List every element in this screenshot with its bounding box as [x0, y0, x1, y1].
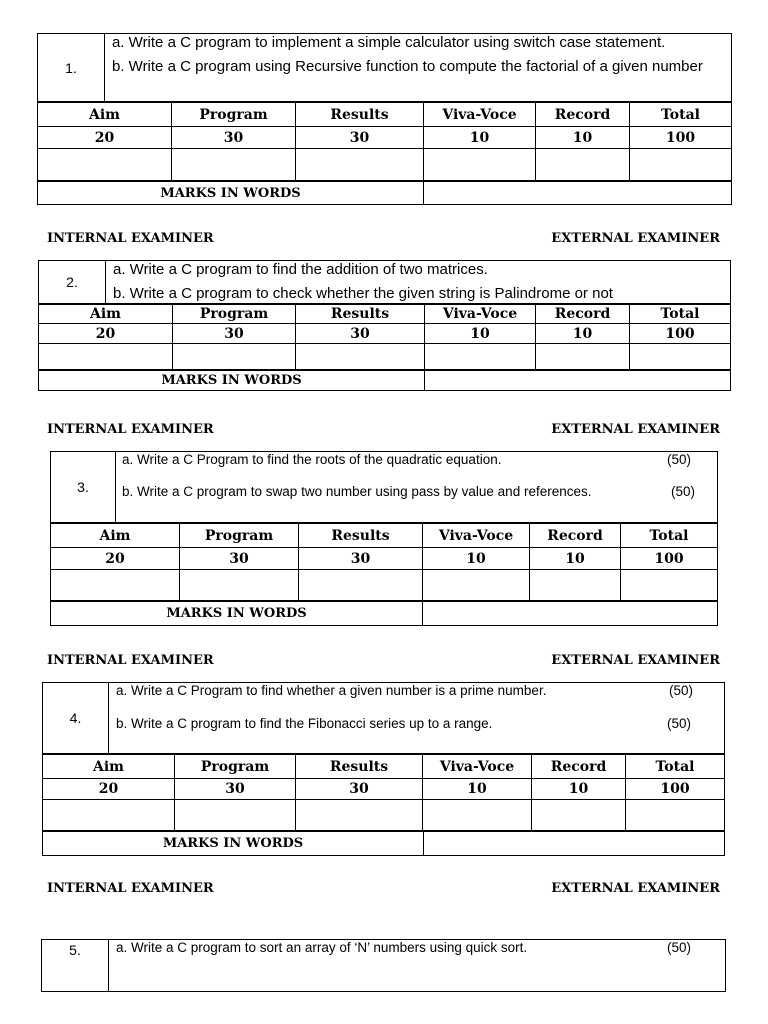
mark-viva-voce: 10	[423, 548, 530, 570]
internal-examiner-label: INTERNAL EXAMINER	[47, 231, 214, 246]
mark-total: 100	[630, 324, 731, 344]
header-viva-voce: Viva-Voce	[423, 755, 532, 779]
external-examiner-label: EXTERNAL EXAMINER	[551, 231, 720, 246]
question-part-a: a. Write a C Program to find whether a given number is a prime number. (50)	[116, 683, 693, 698]
header-aim: Aim	[51, 524, 180, 548]
marks-in-words-table-4	[42, 831, 725, 856]
header-program: Program	[175, 755, 296, 779]
question-number: 3.	[51, 452, 116, 523]
question-table-2	[38, 260, 731, 304]
header-viva-voce: Viva-Voce	[424, 103, 536, 127]
blank-cell	[180, 570, 299, 601]
blank-cell	[43, 800, 175, 831]
question-table-4	[42, 682, 725, 754]
blank-cell	[626, 800, 725, 831]
mark-aim: 20	[43, 779, 175, 800]
header-program: Program	[173, 305, 296, 324]
external-examiner-label: EXTERNAL EXAMINER	[551, 881, 720, 896]
blank-cell	[423, 570, 530, 601]
question-block-1	[37, 33, 732, 205]
mark-record: 10	[536, 127, 630, 149]
header-record: Record	[536, 103, 630, 127]
question-block-2	[38, 260, 731, 391]
blank-cell	[621, 570, 718, 601]
blank-cell	[423, 800, 532, 831]
mark-viva-voce: 10	[425, 324, 536, 344]
header-aim: Aim	[39, 305, 173, 324]
header-record: Record	[536, 305, 630, 324]
mark-aim: 20	[51, 548, 180, 570]
mark-results: 30	[296, 779, 423, 800]
marks-in-words-value	[424, 832, 725, 856]
blank-cell	[425, 344, 536, 370]
blank-cell	[173, 344, 296, 370]
mark-total: 100	[621, 548, 718, 570]
question-part-a: a. Write a C program to find the addition of two matrices.	[113, 261, 488, 278]
blank-cell	[296, 800, 423, 831]
header-results: Results	[296, 103, 424, 127]
question-part-b: b. Write a C program using Recursive function to compute the factorial of a given number	[112, 58, 703, 75]
marks-table-1	[37, 102, 732, 181]
question-block-3	[50, 451, 718, 626]
internal-examiner-label: INTERNAL EXAMINER	[47, 881, 214, 896]
mark-results: 30	[299, 548, 423, 570]
blank-cell	[530, 570, 621, 601]
mark-program: 30	[172, 127, 296, 149]
marks-in-words-table-2	[38, 370, 731, 391]
blank-cell	[424, 149, 536, 181]
marks-in-words-table-1	[37, 181, 732, 205]
header-results: Results	[296, 755, 423, 779]
mark-program: 30	[175, 779, 296, 800]
header-viva-voce: Viva-Voce	[425, 305, 536, 324]
blank-cell	[38, 149, 172, 181]
blank-cell	[630, 344, 731, 370]
blank-cell	[536, 149, 630, 181]
blank-cell	[532, 800, 626, 831]
blank-cell	[175, 800, 296, 831]
mark-total: 100	[630, 127, 732, 149]
blank-cell	[630, 149, 732, 181]
question-number: 4.	[43, 683, 109, 754]
question-block-4	[42, 682, 725, 856]
marks-table-3	[50, 523, 718, 601]
header-record: Record	[532, 755, 626, 779]
mark-record: 10	[530, 548, 621, 570]
header-total: Total	[621, 524, 718, 548]
header-program: Program	[180, 524, 299, 548]
question-number: 5.	[42, 940, 109, 992]
mark-program: 30	[180, 548, 299, 570]
marks-in-words-value	[424, 182, 732, 205]
marks-table-4	[42, 754, 725, 831]
header-aim: Aim	[38, 103, 172, 127]
header-total: Total	[626, 755, 725, 779]
internal-examiner-label: INTERNAL EXAMINER	[47, 422, 214, 437]
question-part-a: a. Write a C Program to find the roots of the quadratic equation. (50)	[122, 452, 691, 467]
question-table-1	[37, 33, 732, 102]
header-total: Total	[630, 305, 731, 324]
header-record: Record	[530, 524, 621, 548]
mark-program: 30	[173, 324, 296, 344]
header-total: Total	[630, 103, 732, 127]
blank-cell	[172, 149, 296, 181]
external-examiner-label: EXTERNAL EXAMINER	[551, 653, 720, 668]
blank-cell	[51, 570, 180, 601]
marks-in-words-table-3	[50, 601, 718, 626]
blank-cell	[296, 149, 424, 181]
blank-cell	[536, 344, 630, 370]
header-results: Results	[299, 524, 423, 548]
blank-cell	[296, 344, 425, 370]
marks-in-words-label: MARKS IN WORDS	[43, 832, 424, 856]
blank-cell	[39, 344, 173, 370]
marks-in-words-value	[423, 602, 718, 626]
question-number: 1.	[38, 34, 105, 102]
internal-examiner-label: INTERNAL EXAMINER	[47, 653, 214, 668]
question-block-5	[41, 939, 726, 992]
mark-record: 10	[532, 779, 626, 800]
header-results: Results	[296, 305, 425, 324]
mark-viva-voce: 10	[424, 127, 536, 149]
header-aim: Aim	[43, 755, 175, 779]
marks-in-words-label: MARKS IN WORDS	[38, 182, 424, 205]
external-examiner-label: EXTERNAL EXAMINER	[551, 422, 720, 437]
blank-cell	[299, 570, 423, 601]
marks-table-2	[38, 304, 731, 370]
question-table-5	[41, 939, 726, 992]
question-part-a: a. Write a C program to implement a simple calculator using switch case statement.	[112, 34, 666, 51]
mark-results: 30	[296, 127, 424, 149]
question-part-b: b. Write a C program to check whether the given string is Palindrome or not	[113, 285, 613, 302]
mark-record: 10	[536, 324, 630, 344]
header-program: Program	[172, 103, 296, 127]
header-viva-voce: Viva-Voce	[423, 524, 530, 548]
question-table-3	[50, 451, 718, 523]
mark-total: 100	[626, 779, 725, 800]
mark-viva-voce: 10	[423, 779, 532, 800]
question-part-a: a. Write a C program to sort an array of ‘N’ numbers using quick sort. (50)	[116, 940, 691, 955]
marks-in-words-label: MARKS IN WORDS	[51, 602, 423, 626]
mark-aim: 20	[38, 127, 172, 149]
marks-in-words-value	[425, 371, 731, 391]
question-part-b: b. Write a C program to swap two number using pass by value and references. (50)	[122, 484, 695, 499]
question-part-b: b. Write a C program to find the Fibonacci series up to a range. (50)	[116, 716, 691, 731]
question-number: 2.	[39, 261, 106, 304]
mark-aim: 20	[39, 324, 173, 344]
mark-results: 30	[296, 324, 425, 344]
marks-in-words-label: MARKS IN WORDS	[39, 371, 425, 391]
